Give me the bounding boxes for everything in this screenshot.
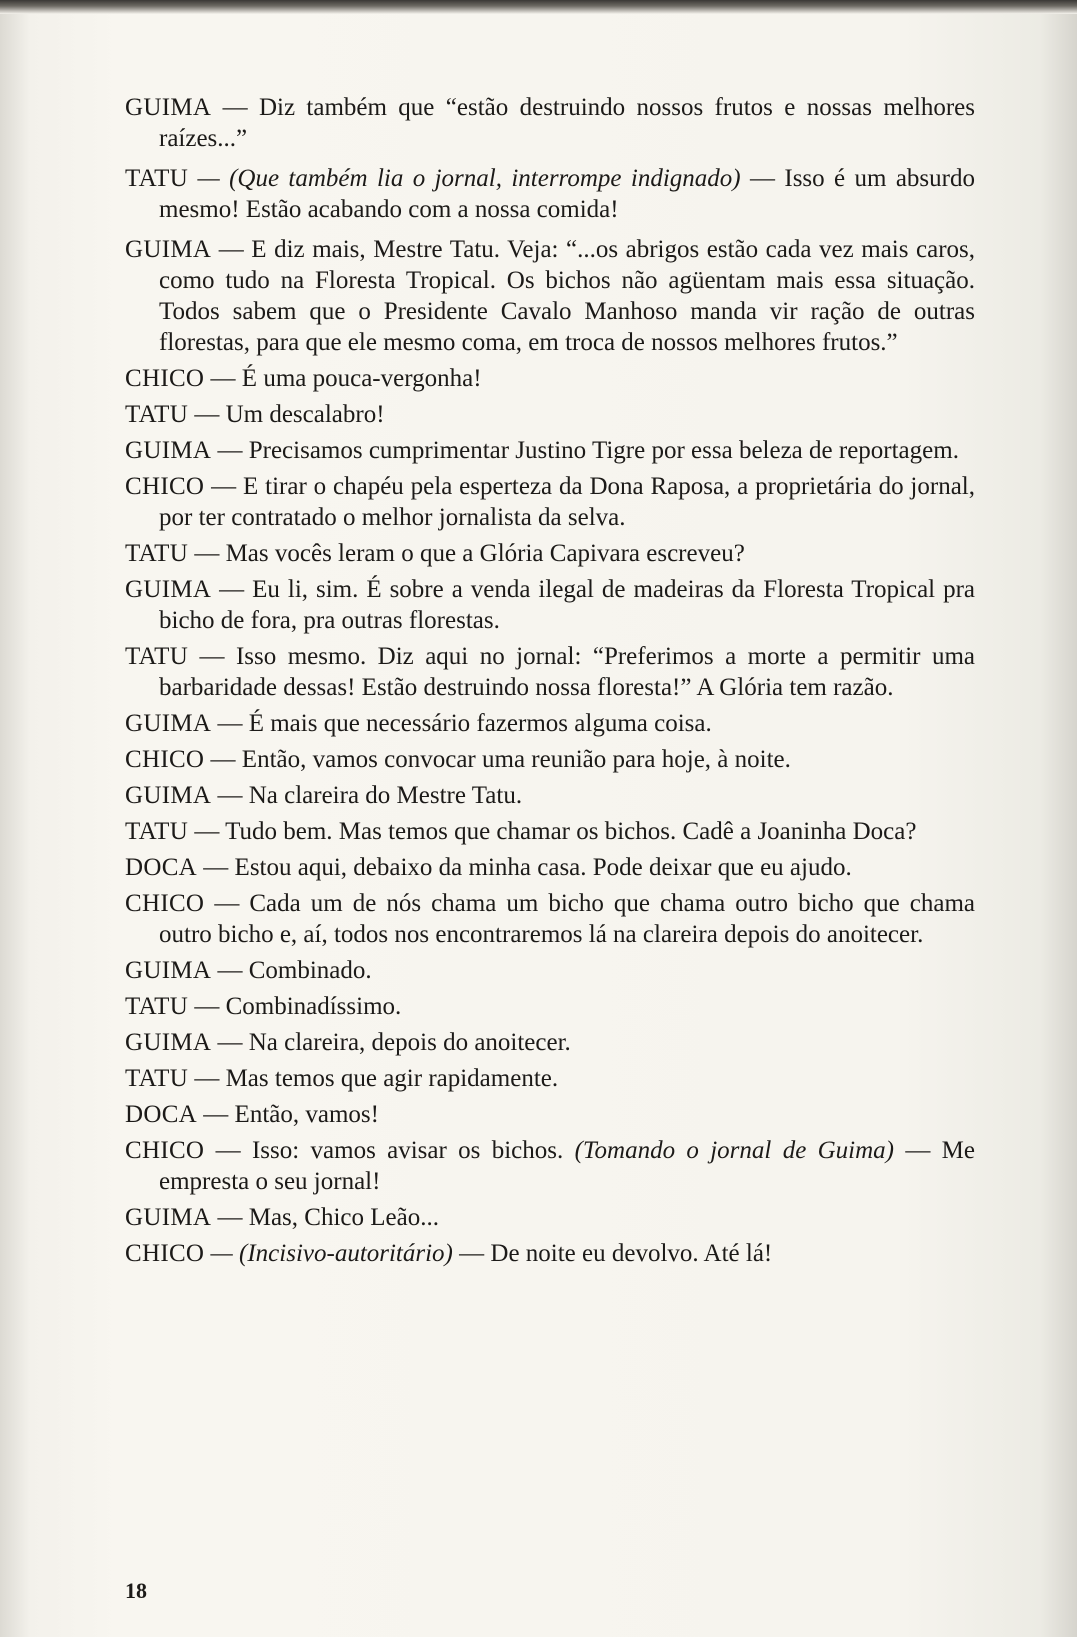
dialogue-line: GUIMA — Mas, Chico Leão...	[125, 1204, 439, 1231]
dialogue-line: CHICO — Isso: vamos avisar os bichos. (Tomando o jornal de Guima) — Me empresta o seu jornal!	[125, 1137, 975, 1195]
dialogue-line: CHICO — E tirar o chapéu pela esperteza da Dona Raposa, a proprietária do jornal, por ter contratado o melhor jornalista da selva.	[125, 473, 975, 531]
stage-direction: — (Que também lia o jornal, interrompe indignado)	[188, 165, 741, 192]
dialogue-line: CHICO — (Incisivo-autoritário) — De noite eu devolvo. Até lá!	[125, 1240, 773, 1267]
dialogue-line: TATU — (Que também lia o jornal, interrompe indignado) — Isso é um absurdo mesmo! Estão acabando com a nossa comida!	[125, 165, 975, 223]
dialogue-line: GUIMA — Na clareira do Mestre Tatu.	[125, 782, 523, 809]
dialogue-line: TATU — Combinadíssimo.	[125, 993, 402, 1020]
dialogue-line: TATU — Tudo bem. Mas temos que chamar os bichos. Cadê a Joaninha Doca?	[125, 818, 917, 845]
dialogue-line: CHICO — Então, vamos convocar uma reunião para hoje, à noite.	[125, 746, 791, 773]
page-top-edge	[0, 0, 1077, 14]
dialogue-line: GUIMA — Precisamos cumprimentar Justino Tigre por essa beleza de reportagem.	[125, 437, 959, 464]
dialogue-line: TATU — Mas vocês leram o que a Glória Capivara escreveu?	[125, 540, 745, 567]
dialogue-text	[125, 92, 975, 1274]
dialogue-line: DOCA — Então, vamos!	[125, 1101, 379, 1128]
dialogue-line: GUIMA — Combinado.	[125, 957, 372, 984]
dialogue-line: CHICO — Cada um de nós chama um bicho que chama outro bicho que chama outro bicho e, aí, todos nos encontraremos lá na clareira depois do anoitecer.	[125, 890, 975, 948]
dialogue-line: GUIMA — Diz também que “estão destruindo nossos frutos e nossas melhores raízes...”	[125, 94, 975, 152]
dialogue-line: TATU — Mas temos que agir rapidamente.	[125, 1065, 559, 1092]
dialogue-line: CHICO — É uma pouca-vergonha!	[125, 365, 482, 392]
dialogue-line: TATU — Isso mesmo. Diz aqui no jornal: “Preferimos a morte a permitir uma barbaridade dessas! Estão destruindo nossa floresta!” A Glória tem razão.	[125, 643, 975, 701]
stage-direction: (Tomando o jornal de Guima)	[563, 1137, 894, 1164]
dialogue-line: GUIMA — Eu li, sim. É sobre a venda ilegal de madeiras da Floresta Tropical pra bicho de fora, pra outras florestas.	[125, 576, 975, 634]
dialogue-line: TATU — Um descalabro!	[125, 401, 385, 428]
stage-direction: — (Incisivo-autoritário)	[204, 1240, 453, 1267]
page-number: 18	[125, 1578, 147, 1603]
dialogue-line: GUIMA — E diz mais, Mestre Tatu. Veja: “...os abrigos estão cada vez mais caros, como tudo na Floresta Tropical. Os bichos não agüentam mais essa situação. Todos sabem que o Presidente Cavalo Manhoso manda vir ração de outras florestas, para que ele mesmo coma, em troca de nossos melhores frutos.”	[125, 236, 975, 356]
dialogue-line: GUIMA — É mais que necessário fazermos alguma coisa.	[125, 710, 712, 737]
dialogue-line: DOCA — Estou aqui, debaixo da minha casa. Pode deixar que eu ajudo.	[125, 854, 852, 881]
dialogue-line: GUIMA — Na clareira, depois do anoitecer.	[125, 1029, 571, 1056]
